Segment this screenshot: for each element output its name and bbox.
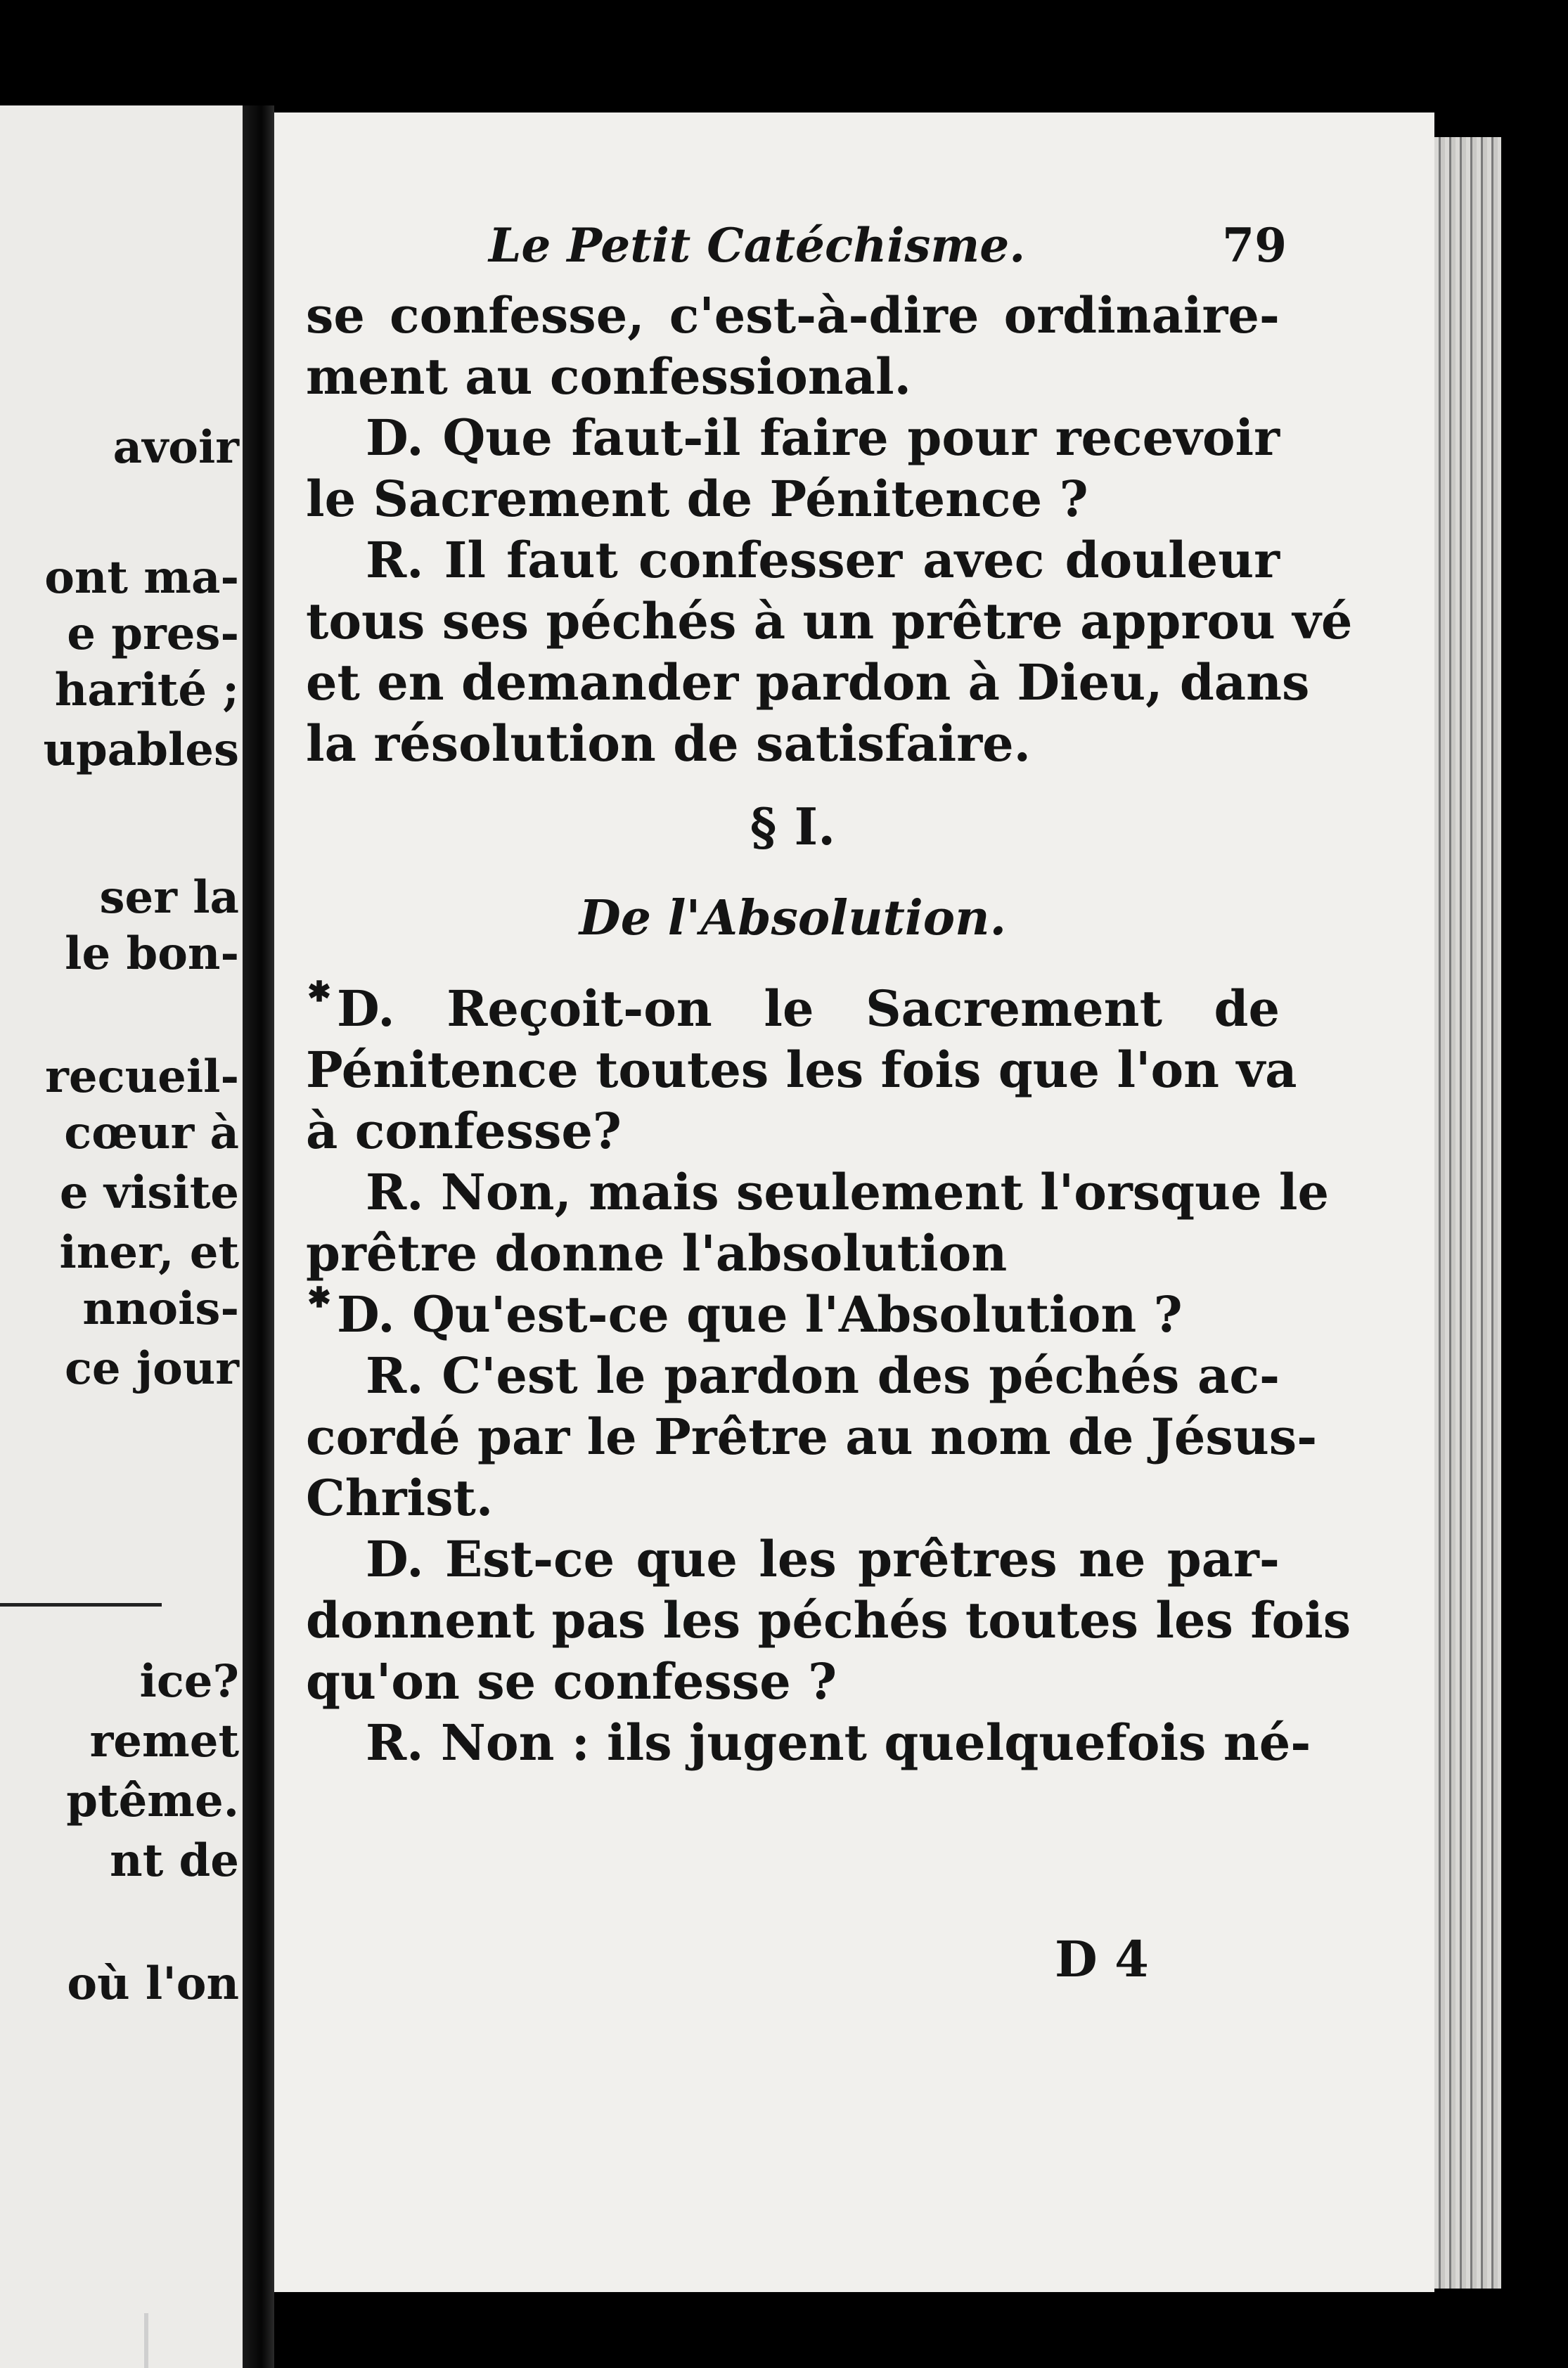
page-number: 79: [1222, 218, 1287, 273]
answer-line: R. C'est le pardon des péchés ac-: [366, 1346, 1280, 1405]
text-line: cordé par le Prêtre au nom de Jésus-: [306, 1408, 1318, 1466]
left-line: recueil-: [45, 1050, 239, 1103]
text-line: se confesse, c'est-à-dire ordinaire-: [306, 286, 1280, 345]
left-line: e pres-: [67, 607, 239, 660]
page-body: [306, 285, 1353, 1773]
left-line: nt de: [110, 1834, 239, 1887]
left-divider: [0, 1603, 162, 1607]
left-line: nnois-: [82, 1282, 239, 1335]
text-line: donnent pas les péchés toutes les fois: [306, 1591, 1351, 1649]
left-line: ser la: [99, 871, 239, 924]
section-mark: § I.: [750, 797, 836, 856]
left-line: où l'on: [67, 1957, 239, 2010]
text-line: tous ses péchés à un prêtre approu vé: [306, 592, 1353, 650]
left-line: harité ;: [54, 664, 239, 716]
answer-line: R. Non : ils jugent quelquefois né-: [366, 1713, 1311, 1772]
question-text: D. Reçoit-on le Sacrement de: [337, 979, 1280, 1038]
text-line: la résolution de satisfaire.: [306, 714, 1031, 773]
left-line: cœur à: [64, 1107, 239, 1159]
question-line: [306, 975, 1280, 1039]
question-line: [306, 1281, 1280, 1345]
asterisk-icon: ✱: [307, 1281, 331, 1314]
left-line: upables: [43, 723, 239, 776]
left-line: ptême.: [66, 1775, 239, 1827]
question-text: D. Qu'est-ce que l'Absolution ?: [337, 1285, 1183, 1344]
text-line: le Sacrement de Pénitence ?: [306, 470, 1088, 528]
binding-thread: [144, 2313, 148, 2368]
text-line: qu'on se confesse ?: [306, 1652, 837, 1711]
text-line: à confesse?: [306, 1102, 622, 1160]
left-line: avoir: [113, 421, 239, 474]
text-line: Pénitence toutes les fois que l'on va: [306, 1041, 1297, 1099]
left-line: remet: [89, 1715, 239, 1768]
left-line: ont ma-: [44, 551, 239, 604]
text-line: et en demander pardon à Dieu, dans: [306, 653, 1310, 712]
left-line: iner, et: [59, 1226, 239, 1279]
signature-mark: D 4: [1055, 1930, 1149, 1988]
left-line: le bon-: [65, 927, 239, 980]
answer-line: R. Il faut confesser avec douleur: [366, 531, 1280, 589]
page-edges: [1434, 137, 1501, 2289]
book-gutter: [243, 105, 274, 2368]
text-line: prêtre donne l'absolution: [306, 1224, 1008, 1282]
left-line: ce jour: [64, 1342, 239, 1395]
left-facing-page: [0, 105, 243, 2368]
question-line: D. Est-ce que les prêtres ne par-: [366, 1530, 1280, 1588]
question-line: D. Que faut-il faire pour recevoir: [366, 408, 1280, 467]
answer-line: R. Non, mais seulement l'orsque le: [366, 1163, 1330, 1221]
page-header: [246, 218, 1287, 274]
running-head: Le Petit Catéchisme.: [489, 218, 1026, 273]
text-line: ment au confessional.: [306, 347, 911, 406]
text-line: Christ.: [306, 1469, 494, 1527]
section-title: De l'Absolution.: [579, 890, 1007, 946]
left-line: e visite: [59, 1166, 239, 1219]
left-line: ice?: [139, 1655, 239, 1708]
asterisk-icon: ✱: [307, 975, 331, 1008]
